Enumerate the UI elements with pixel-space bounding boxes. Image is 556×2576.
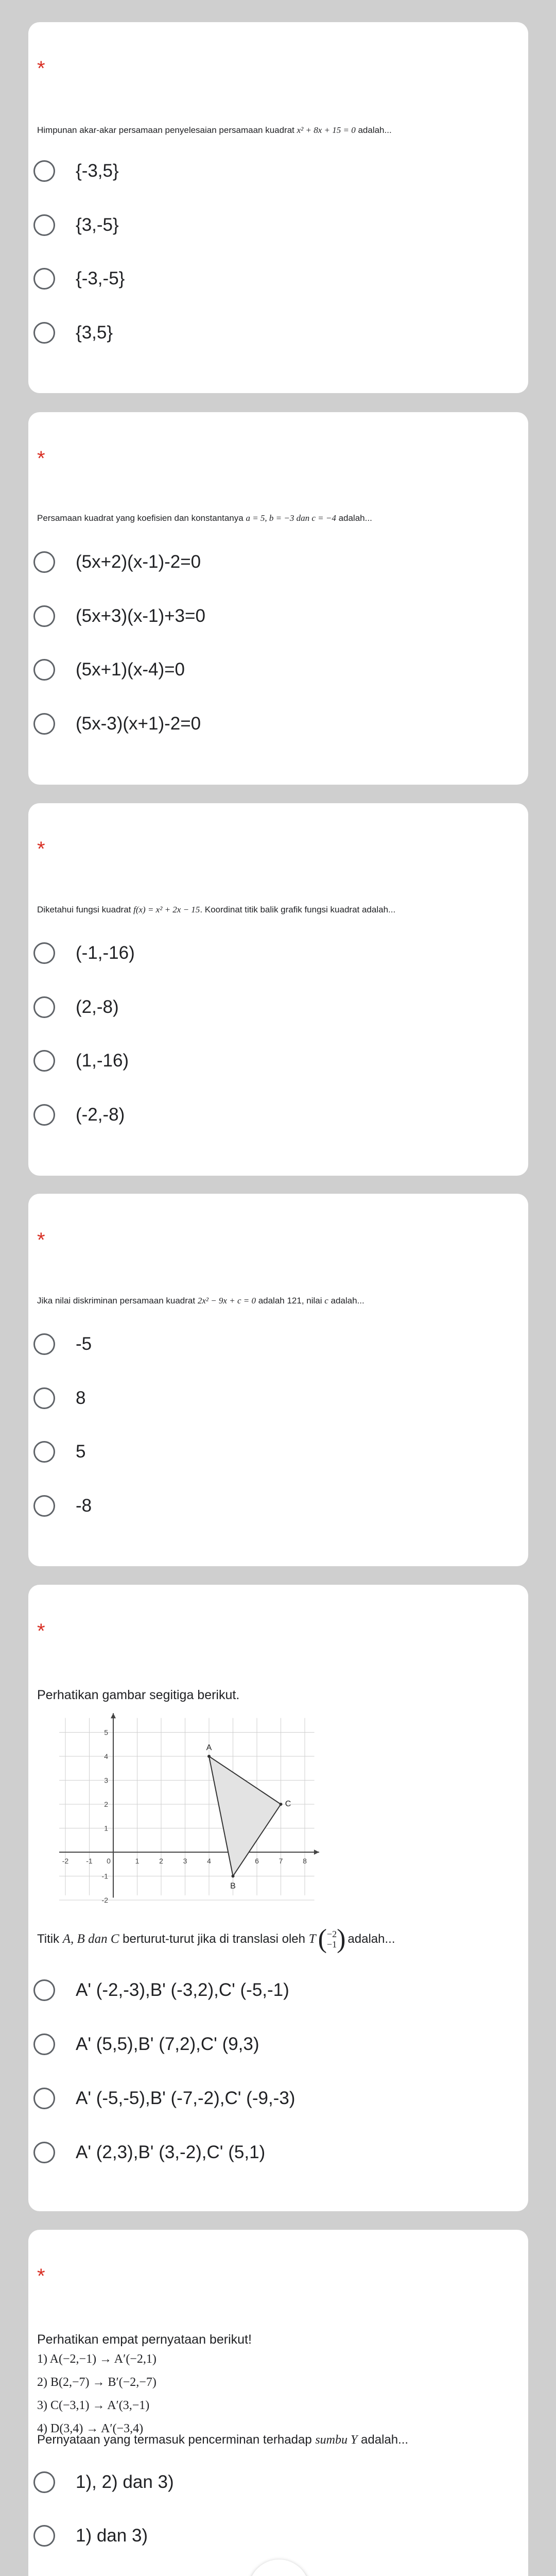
option-label: {-3,5} xyxy=(76,161,119,181)
question-text: Jika nilai diskriminan persamaan kuadrat 2x² − 9x + c = 0 adalah 121, nilai c adalah... xyxy=(37,1296,364,1306)
x-axis-arrow xyxy=(314,1850,319,1855)
question-text: Pernyataan yang termasuk pencerminan terhadap sumbu Y adalah... xyxy=(37,2433,409,2447)
point-b xyxy=(232,1875,235,1878)
x-tick-label: 4 xyxy=(207,1857,211,1865)
option-label: (1,-16) xyxy=(76,1050,129,1071)
radio-button[interactable] xyxy=(33,1387,55,1409)
option-label: {-3,-5} xyxy=(76,268,125,289)
point-label-a: A xyxy=(206,1743,212,1752)
radio-button[interactable] xyxy=(33,1050,55,1072)
question-card xyxy=(28,1194,528,1566)
required-asterisk: * xyxy=(37,2265,45,2287)
y-tick-label: 3 xyxy=(104,1776,108,1785)
option-label: (-2,-8) xyxy=(76,1105,125,1125)
option-2[interactable] xyxy=(33,210,119,241)
point-label-c: C xyxy=(285,1800,291,1808)
radio-button[interactable] xyxy=(33,942,55,964)
radio-button[interactable] xyxy=(33,2033,55,2055)
y-tick-label: -1 xyxy=(101,1872,108,1880)
x-tick-label: 8 xyxy=(303,1857,307,1865)
option-label: (5x+1)(x-4)=0 xyxy=(76,659,185,680)
radio-button[interactable] xyxy=(33,214,55,236)
option-1[interactable] xyxy=(33,938,135,969)
x-tick-label: 1 xyxy=(135,1857,140,1865)
option-1[interactable] xyxy=(33,1975,289,2006)
y-tick-label: 2 xyxy=(104,1800,108,1808)
triangle-abc xyxy=(209,1756,281,1876)
required-asterisk: * xyxy=(37,447,45,470)
radio-button[interactable] xyxy=(33,1104,55,1126)
option-3[interactable] xyxy=(33,2083,295,2114)
x-tick-label: 6 xyxy=(255,1857,259,1865)
radio-button[interactable] xyxy=(33,1979,55,2001)
point-a xyxy=(207,1755,211,1758)
question-text: Persamaan kuadrat yang koefisien dan konstantanya a = 5, b = −3 dan c = −4 adalah... xyxy=(37,513,372,523)
radio-button[interactable] xyxy=(33,1441,55,1463)
radio-button[interactable] xyxy=(33,2471,55,2493)
statement-4: 4) D(3,4) → A′(−3,4) xyxy=(37,2422,144,2435)
y-tick-label: 1 xyxy=(104,1824,108,1833)
required-asterisk: * xyxy=(37,1229,45,1251)
radio-button[interactable] xyxy=(33,322,55,344)
option-label: -8 xyxy=(76,1496,92,1516)
statement-1: 1) A(−2,−1) → A′(−2,1) xyxy=(37,2352,157,2366)
x-tick-label: -1 xyxy=(86,1857,93,1865)
option-label: (-1,-16) xyxy=(76,943,135,963)
option-4[interactable] xyxy=(33,317,113,348)
statement-3: 3) C(−3,1) → A′(3,−1) xyxy=(37,2399,150,2412)
option-label: {3,5} xyxy=(76,323,113,343)
option-3[interactable] xyxy=(33,1045,129,1076)
y-tick-labels xyxy=(102,1728,109,1905)
option-label: 8 xyxy=(76,1388,86,1408)
option-4[interactable] xyxy=(33,2137,265,2168)
option-3[interactable] xyxy=(33,1436,85,1467)
radio-button[interactable] xyxy=(33,2525,55,2547)
radio-button[interactable] xyxy=(33,659,55,681)
option-label: A' (2,3),B' (3,-2),C' (5,1) xyxy=(76,2142,266,2162)
option-label: A' (-2,-3),B' (-3,2),C' (-5,-1) xyxy=(76,1980,289,2000)
option-label: 5 xyxy=(76,1442,86,1462)
radio-button[interactable] xyxy=(33,1495,55,1517)
y-tick-label: -2 xyxy=(101,1896,108,1904)
radio-button[interactable] xyxy=(33,268,55,290)
option-4[interactable] xyxy=(33,708,201,739)
option-label: (5x+2)(x-1)-2=0 xyxy=(76,552,201,572)
option-1[interactable] xyxy=(33,156,119,187)
radio-button[interactable] xyxy=(33,2142,55,2163)
option-label: (5x-3)(x+1)-2=0 xyxy=(76,714,201,734)
required-asterisk: * xyxy=(37,1620,45,1642)
option-3[interactable] xyxy=(33,263,125,294)
question-text: Diketahui fungsi kuadrat f(x) = x² + 2x − 15. Koordinat titik balik grafik fungsi kuadrat adalah... xyxy=(37,905,396,914)
radio-button[interactable] xyxy=(33,996,55,1018)
point-c xyxy=(280,1803,283,1806)
option-label: -5 xyxy=(76,1334,92,1354)
radio-button[interactable] xyxy=(33,2088,55,2109)
point-label-b: B xyxy=(230,1882,236,1891)
x-tick-label: 0 xyxy=(107,1857,111,1865)
question-text: Himpunan akar-akar persamaan penyelesaian persamaan kuadrat x² + 8x + 15 = 0 adalah... xyxy=(37,125,392,135)
x-tick-label: 2 xyxy=(159,1857,163,1865)
option-label: A' (-5,-5),B' (-7,-2),C' (-9,-3) xyxy=(76,2088,296,2108)
option-2[interactable] xyxy=(33,2520,148,2551)
question-intro: Perhatikan gambar segitiga berikut. xyxy=(37,1688,240,1702)
x-tick-label: 3 xyxy=(183,1857,187,1865)
radio-button[interactable] xyxy=(33,160,55,182)
y-tick-label: 5 xyxy=(104,1728,108,1737)
option-4[interactable] xyxy=(33,1099,125,1130)
option-1[interactable] xyxy=(33,1329,92,1360)
radio-button[interactable] xyxy=(33,551,55,573)
translation-vector: ( −2 −1 ) xyxy=(318,1924,346,1954)
option-label: (2,-8) xyxy=(76,997,119,1017)
option-label: (5x+3)(x-1)+3=0 xyxy=(76,606,205,626)
option-label: 1), 2) dan 3) xyxy=(76,2472,174,2492)
option-1[interactable] xyxy=(33,547,201,578)
option-3[interactable] xyxy=(33,654,185,685)
option-label: {3,-5} xyxy=(76,215,119,235)
question-text: Titik A, B dan C berturut-turut jika di translasi oleh T ( −2 −1 ) adalah... xyxy=(37,1924,395,1954)
triangle-graph xyxy=(59,1703,327,1909)
radio-button[interactable] xyxy=(33,713,55,735)
x-tick-label: -2 xyxy=(62,1857,69,1865)
option-2[interactable] xyxy=(33,601,205,632)
required-asterisk: * xyxy=(37,838,45,860)
radio-button[interactable] xyxy=(33,605,55,627)
statement-2: 2) B(2,−7) → B′(−2,−7) xyxy=(37,2376,157,2389)
y-tick-label: 4 xyxy=(104,1752,108,1760)
option-2[interactable] xyxy=(33,2029,259,2060)
option-label: A' (5,5),B' (7,2),C' (9,3) xyxy=(76,2034,259,2054)
option-2[interactable] xyxy=(33,1383,85,1414)
option-4[interactable] xyxy=(33,1490,92,1521)
option-1[interactable] xyxy=(33,2467,174,2498)
question-intro: Perhatikan empat pernyataan berikut! xyxy=(37,2332,252,2347)
required-asterisk: * xyxy=(37,57,45,80)
x-tick-label: 7 xyxy=(279,1857,283,1865)
y-axis-arrow xyxy=(111,1713,116,1718)
radio-button[interactable] xyxy=(33,1333,55,1355)
option-2[interactable] xyxy=(33,992,119,1023)
option-label: 1) dan 3) xyxy=(76,2526,148,2546)
x-tick-labels xyxy=(62,1857,307,1865)
